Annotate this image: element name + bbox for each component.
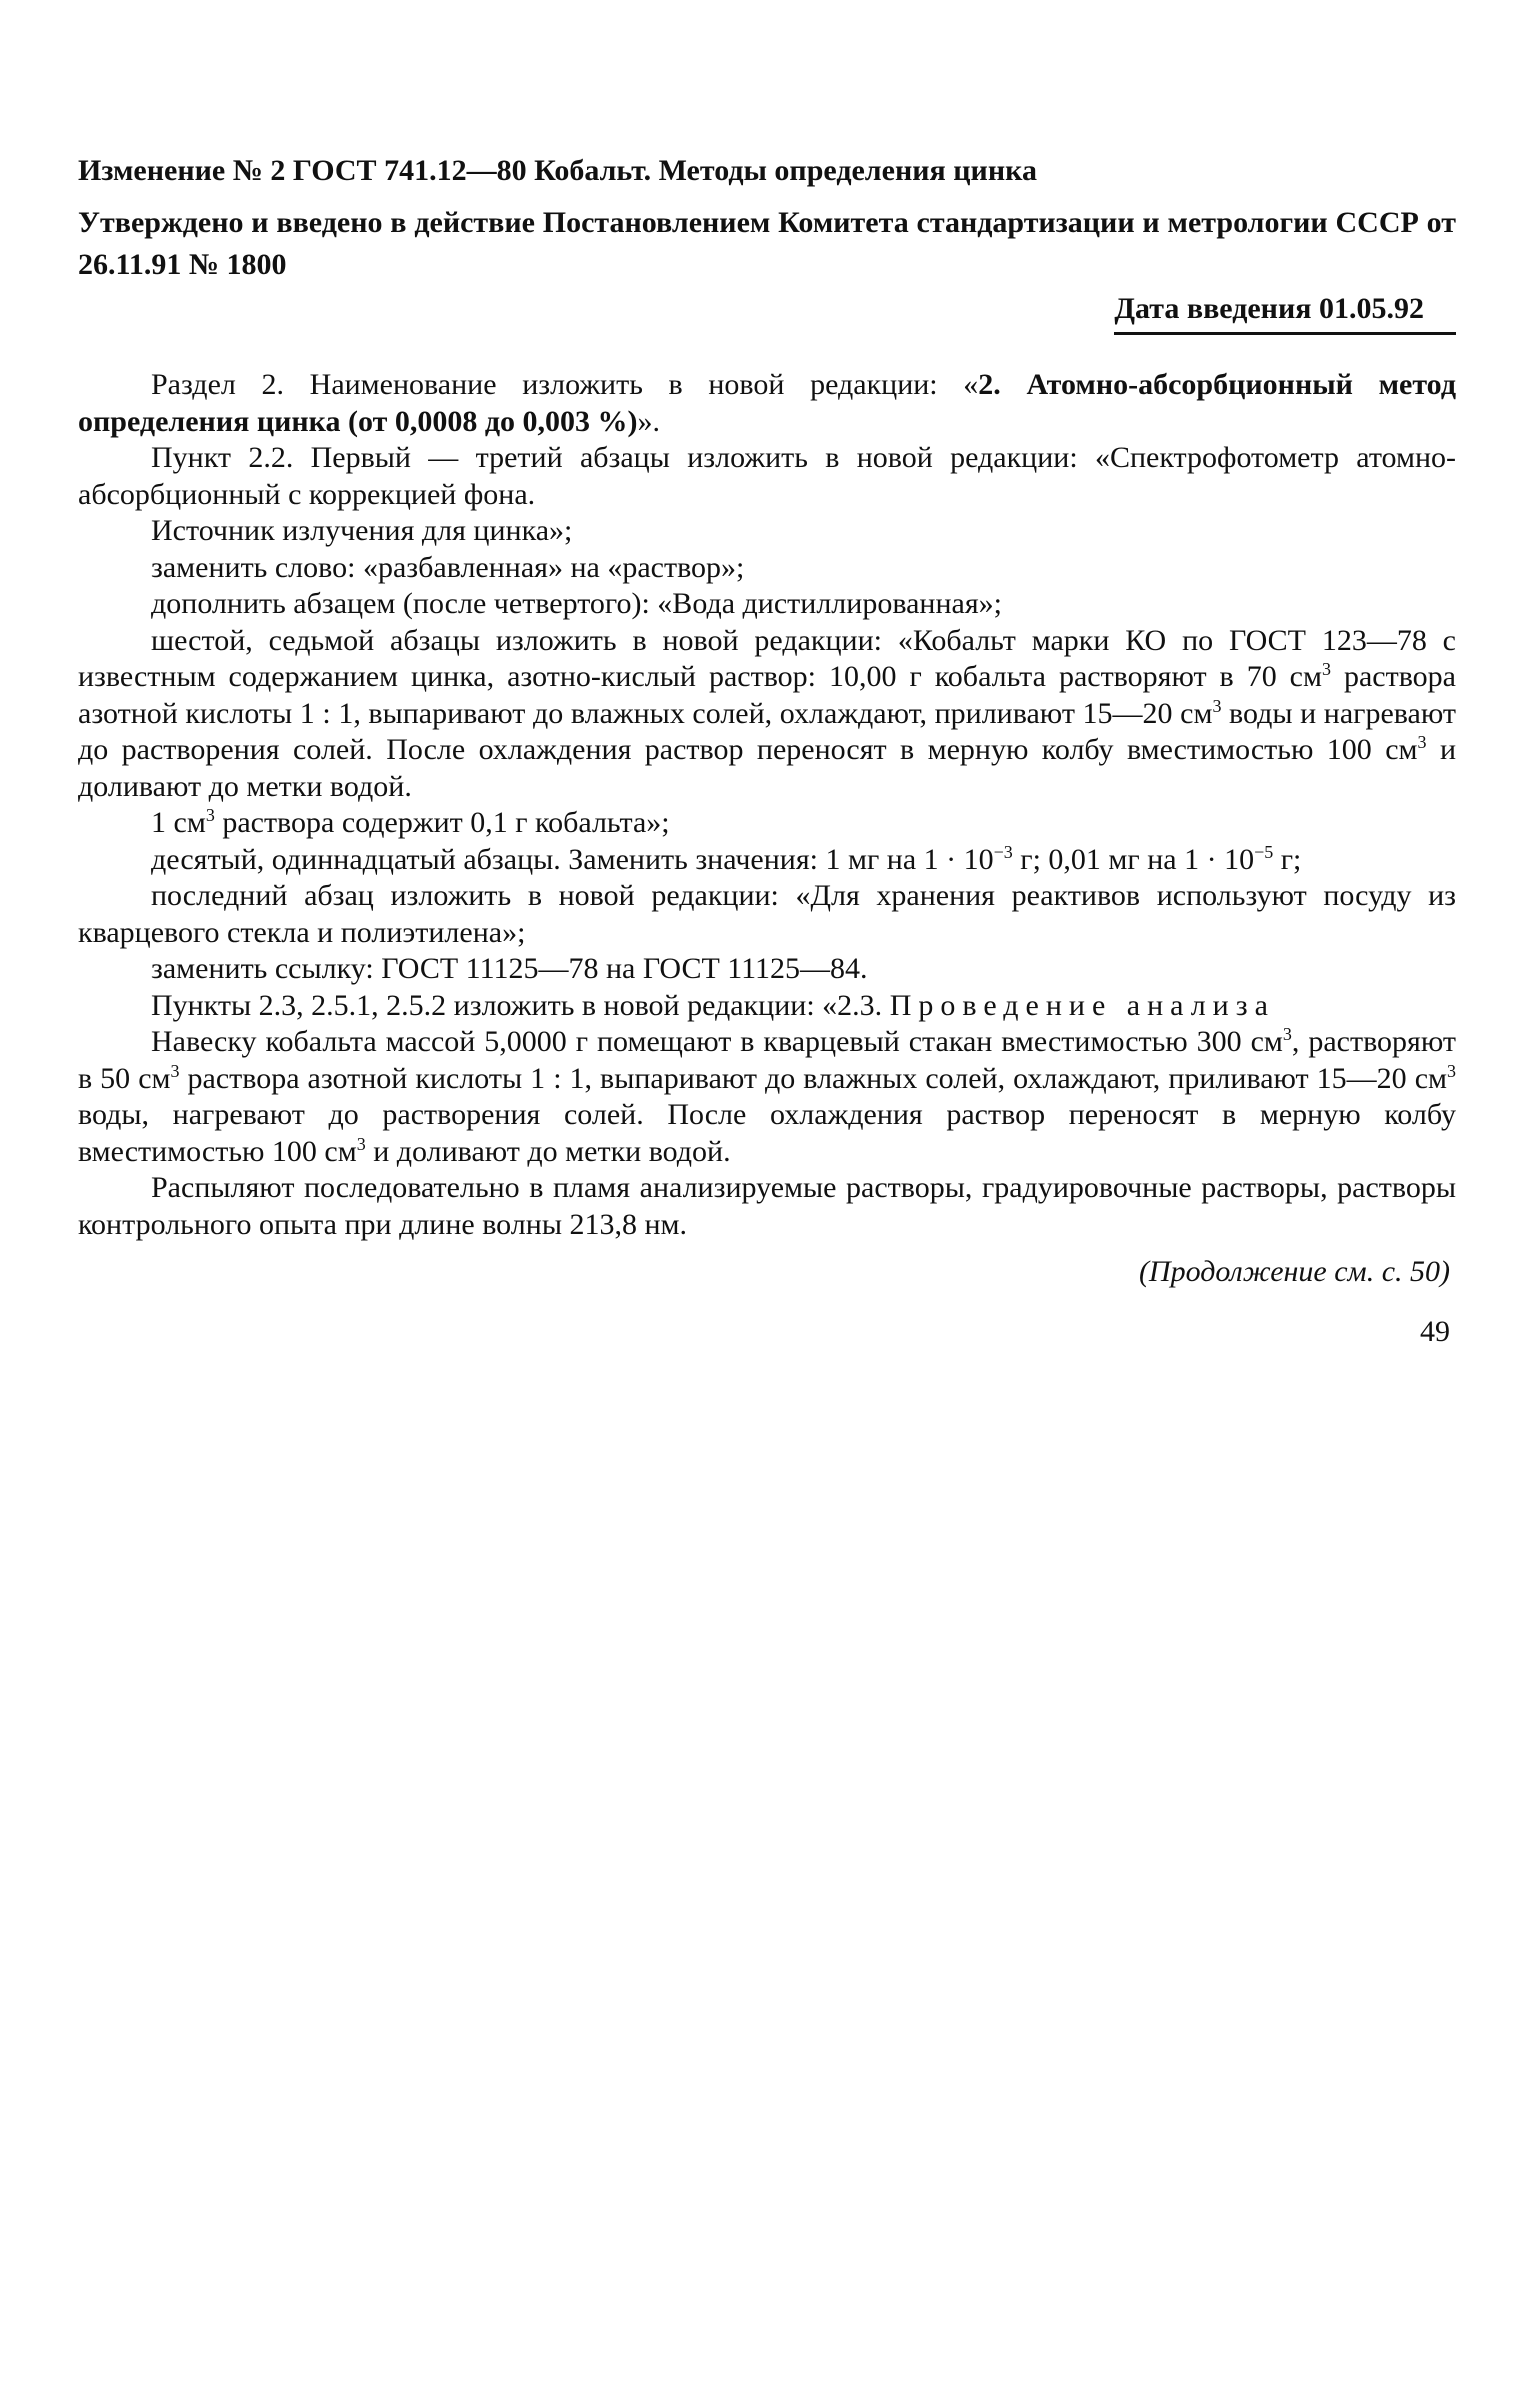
approval-statement: Утверждено и введено в действие Постановлением Комитета стандартизации и метрологии СССР от 26.11.91 № 1800 bbox=[78, 206, 1456, 281]
effective-date-line bbox=[78, 288, 1456, 335]
paragraph: Раздел 2. Наименование изложить в новой редакции: «2. Атомно-абсорбционный метод определения цинка (от 0,0008 до 0,003 %)». bbox=[78, 368, 1456, 438]
effective-date-value: 01.05.92 bbox=[1319, 292, 1424, 325]
paragraph: Пункт 2.2. Первый — третий абзацы изложить в новой редакции: «Спектрофотометр атомно-абсорбционный с коррекцией фона. bbox=[78, 441, 1456, 511]
paragraph: Навеску кобальта массой 5,0000 г помещают в кварцевый стакан вместимостью 300 $см^3$, растворяют в 50 $см^3$ раствора азотной кислоты 1 : 1, выпаривают до влажных солей, охлаждают, приливают 15—20 $см^3$ воды, нагревают до растворения солей. После охлаждения раствор переносят в мерную колбу вместимостью 100 $см^3$ и доливают до метки водой. bbox=[78, 1024, 1456, 1168]
paragraph: шестой, седьмой абзацы изложить в новой редакции: «Кобальт марки КО по ГОСТ 123—78 с известным содержанием цинка, азотно-кислый раствор: 10,00 г кобальта растворяют в 70 $см^3$ раствора азотной кислоты 1 : 1, выпаривают до влажных солей, охлаждают, приливают 15—20 $см^3$ воды и нагревают до растворения солей. После охлаждения раствор переносят в мерную колбу вместимостью 100 $см^3$ и доливают до метки водой. bbox=[78, 623, 1457, 803]
paragraph: последний абзац изложить в новой редакции: «Для хранения реактивов используют посуду из кварцевого стекла и полиэтилена»; bbox=[78, 879, 1456, 949]
continuation-note: (Продолжение см. с. 50) bbox=[1138, 1255, 1450, 1288]
document-title: Изменение № 2 ГОСТ 741.12—80 Кобальт. Методы определения цинка bbox=[78, 154, 1037, 187]
paragraph: Пункты 2.3, 2.5.1, 2.5.2 изложить в новой редакции: «2.3. Проведение анализа bbox=[151, 988, 1275, 1022]
effective-date bbox=[1114, 288, 1456, 335]
document-body bbox=[78, 367, 1456, 1243]
document-page bbox=[78, 150, 1456, 1349]
page-number: 49 bbox=[1420, 1315, 1450, 1348]
paragraph: заменить слово: «разбавленная» на «раствор»; bbox=[151, 550, 745, 584]
paragraph: Распыляют последовательно в пламя анализируемые растворы, градуировочные растворы, растворы контрольного опыта при длине волны 213,8 нм. bbox=[78, 1171, 1456, 1241]
paragraph: заменить ссылку: ГОСТ 11125—78 на ГОСТ 11125—84. bbox=[151, 952, 868, 985]
paragraph: 1 $см^3$ раствора содержит 0,1 г кобальта»; bbox=[151, 805, 670, 839]
paragraph: дополнить абзацем (после четвертого): «Вода дистиллированная»; bbox=[151, 587, 1002, 620]
paragraph: Источник излучения для цинка»; bbox=[151, 514, 573, 547]
effective-date-label: Дата введения bbox=[1114, 292, 1312, 325]
paragraph: десятый, одиннадцатый абзацы. Заменить значения: 1 мг на $1 \cdot 10^{-3}$ г; 0,01 мг на $1 \cdot 10^{-5}$ г; bbox=[151, 841, 1302, 876]
